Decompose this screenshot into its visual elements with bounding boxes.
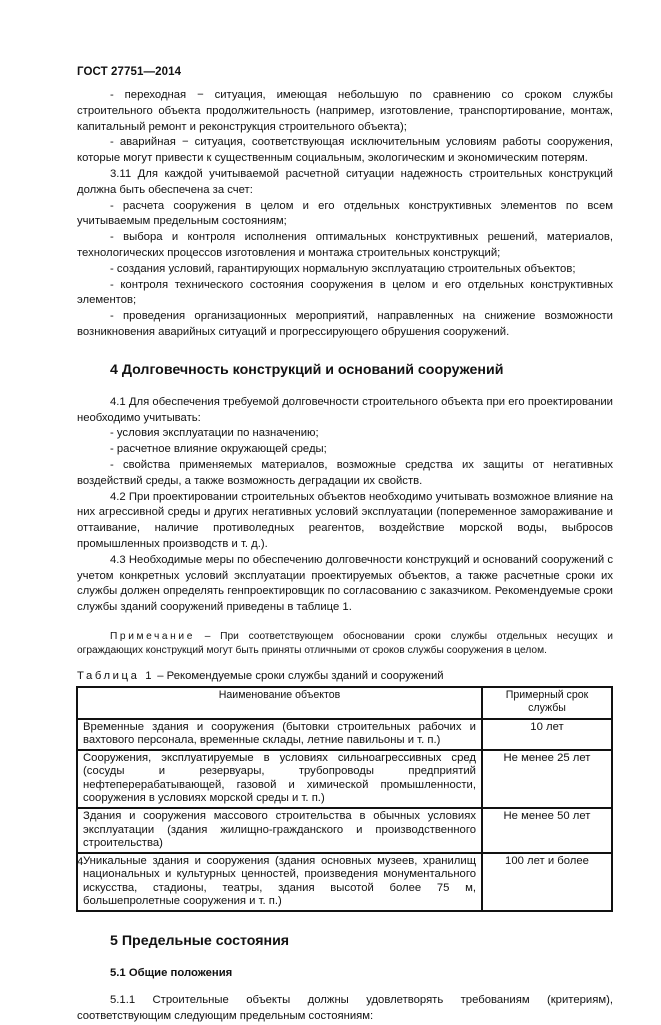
- cell-object-name: Здания и сооружения массового строительства в обычных условиях эксплуатации (здания жилищно-гражданского и производственного строительства): [77, 808, 482, 853]
- cell-object-name: Временные здания и сооружения (бытовки строительных рабочих и вахтового персонала, временные склады, летние павильоны и т. п.): [77, 719, 482, 751]
- paragraph: 5.1.1 Строительные объекты должны удовлетворять требованиям (критериям), соответствующим следующим предельным состояниям:: [77, 994, 613, 1023]
- paragraph: 4.2 При проектировании строительных объектов необходимо учитывать возможное влияние на них агрессивной среды и других негативных условий эксплуатации (попеременное замораживание и оттаивание, наличие противоледных реагентов, воздействие морской воды, выбросов промышленных производств и т. д.).: [77, 490, 613, 550]
- paragraph: - создания условий, гарантирующих нормальную эксплуатацию строительных объектов;: [110, 262, 576, 275]
- paragraph: - свойства применяемых материалов, возможные средства их защиты от негативных воздействий среды, а также возможность деградации их свойств.: [77, 458, 613, 487]
- section-heading: 5 Предельные состояния: [110, 933, 290, 950]
- cell-service-life: Не менее 25 лет: [482, 750, 612, 808]
- column-header-object-name: Наименование объектов: [77, 687, 482, 719]
- column-header-service-life: Примерный срок службы: [482, 687, 612, 719]
- section-heading: 4 Долговечность конструкций и оснований сооружений: [110, 361, 504, 378]
- paragraph: 4.3 Необходимые меры по обеспечению долговечности конструкций и оснований сооружений с учетом конкретных условий эксплуатации проектируемых объектов, а также расчетные сроки их службы должен определять генпроектировщик по согласованию с заказчиком. Рекомендуемые сроки службы зданий сооружений приведены в таблице 1.: [77, 553, 613, 614]
- document-code-header: ГОСТ 27751—2014: [77, 66, 182, 78]
- page-number: 4: [77, 856, 84, 868]
- table-caption: [77, 669, 613, 683]
- paragraph: - выбора и контроля исполнения оптимальных конструктивных решений, материалов, технологических процессов изготовления и монтажа строительных конструкций;: [77, 231, 613, 259]
- paragraph: - расчета сооружения в целом и его отдельных конструктивных элементов по всем учитываемым предельным состояниям;: [77, 199, 613, 228]
- section-4: [77, 361, 613, 659]
- table-row: [77, 808, 612, 853]
- paragraph: - условия эксплуатации по назначению;: [110, 427, 319, 440]
- paragraph: - проведения организационных мероприятий, направленных на снижение возможности возникновения аварийных ситуаций и прогрессирующего обрушения сооружений.: [77, 310, 613, 338]
- section-3-continuation: [77, 88, 613, 341]
- table-caption-label: Таблица 1: [77, 669, 155, 682]
- cell-service-life: 100 лет и более: [482, 853, 612, 911]
- table-row: [77, 853, 612, 911]
- cell-service-life: Не менее 50 лет: [482, 808, 612, 853]
- note-label: Примечание: [110, 630, 195, 642]
- paragraph: - расчетное влияние окружающей среды;: [110, 443, 327, 456]
- cell-object-name: Уникальные здания и сооружения (здания основных музеев, хранилищ национальных и культурных ценностей, произведения монументального искусства, стадионы, театры, здания высотой более 75 м, большепролетные сооружения и т. п.): [77, 853, 482, 911]
- paragraph: - контроля технического состояния сооружения в целом и его отдельных конструктивных элементов;: [77, 278, 613, 307]
- paragraph: 4.1 Для обеспечения требуемой долговечности строительного объекта при его проектировании необходимо учитывать:: [77, 395, 613, 424]
- subsection-heading: 5.1 Общие положения: [110, 967, 233, 980]
- note-text: – При соответствующем обосновании сроки службы отдельных несущих и ограждающих конструкций могут быть приняты отличными от сроков службы сооружения в целом.: [77, 630, 613, 657]
- document-body: [77, 88, 613, 1025]
- table-row: [77, 750, 612, 808]
- note: [77, 630, 613, 659]
- section-5: [77, 932, 613, 1025]
- cell-service-life: 10 лет: [482, 719, 612, 751]
- cell-object-name: Сооружения, эксплуатируемые в условиях сильноагрессивных сред (сосуды и резервуары, трубопроводы предприятий нефтеперерабатывающей, газовой и химической промышленности, сооружения в условиях морской среды и т. п.): [77, 750, 482, 808]
- table-row: [77, 719, 612, 751]
- paragraph: - аварийная − ситуация, соответствующая исключительным условиям работы сооружения, которые могут привести к существенным социальным, экологическим и экономическим потерям.: [77, 136, 613, 165]
- table-caption-text: – Рекомендуемые сроки службы зданий и сооружений: [154, 669, 444, 682]
- paragraph: - переходная − ситуация, имеющая небольшую по сравнению со сроком службы строительного объекта продолжительность (например, изготовление, транспортирование, монтаж, капитальный ремонт и реконструкция строительного объекта);: [77, 89, 613, 133]
- service-life-table: [76, 686, 613, 912]
- paragraph: 3.11 Для каждой учитываемой расчетной ситуации надежность строительных конструкций должна быть обеспечена за счет:: [77, 167, 613, 196]
- table-header-row: [77, 687, 612, 719]
